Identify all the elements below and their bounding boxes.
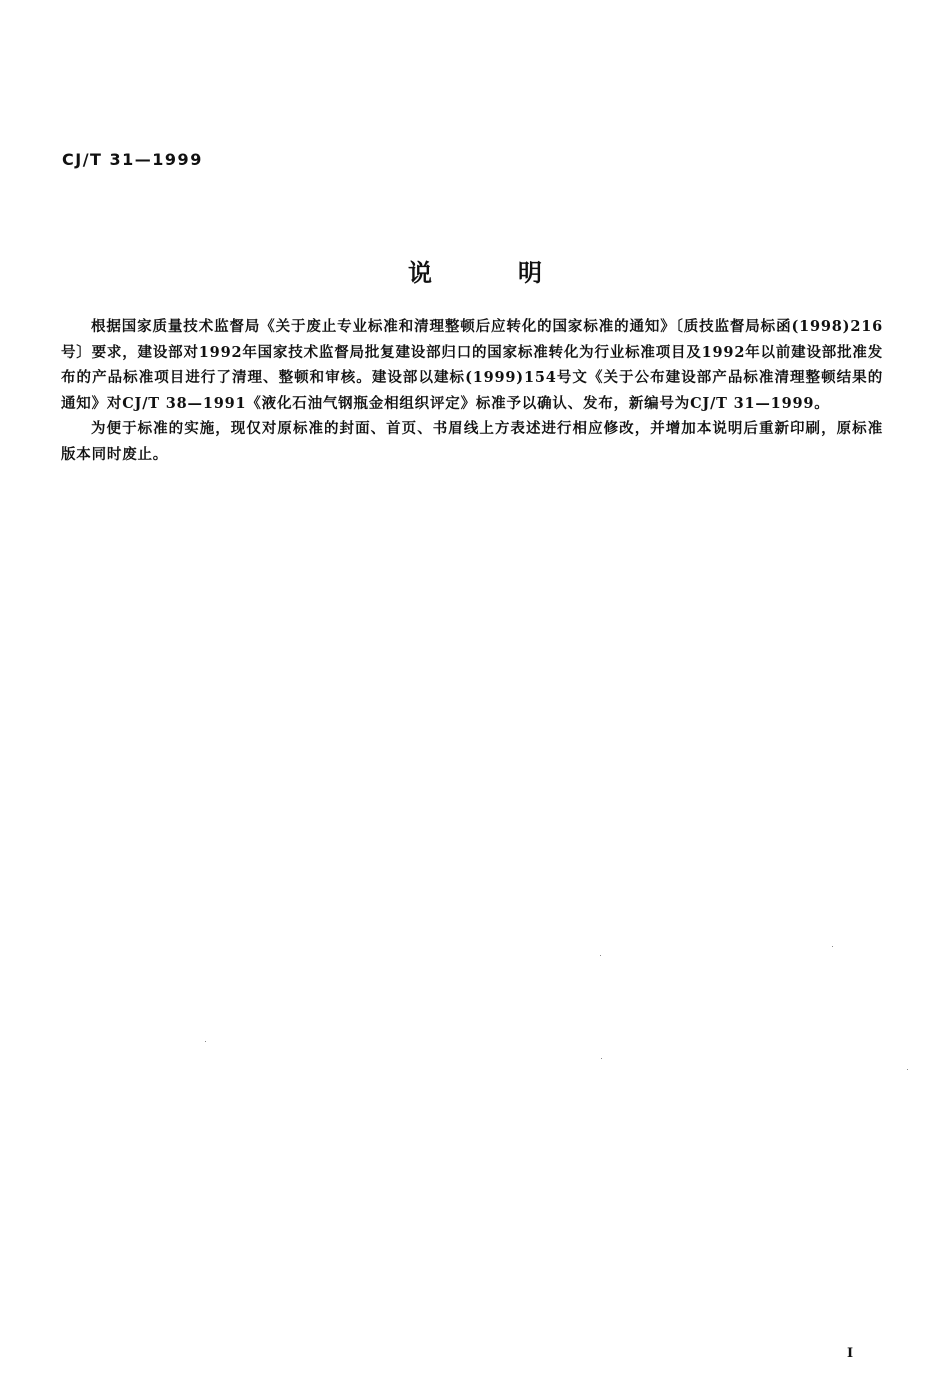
scan-speck bbox=[601, 1058, 602, 1059]
scan-speck bbox=[907, 1069, 908, 1070]
scan-speck bbox=[832, 946, 833, 947]
paragraph-1: 根据国家质量技术监督局《关于废止专业标准和清理整顿后应转化的国家标准的通知》〔质技监督局标函(1998)216号〕要求，建设部对1992年国家技术监督局批复建设部归口的国家标准转化为行业标准项目及1992年以前建设部批准发布的产品标准项目进行了清理、整顿和审核。建设部以建标(1999)154号文《关于公布建设部产品标准清理整顿结果的通知》对CJ/T 38—1991《液化石油气钢瓶金相组织评定》标准予以确认、发布，新编号为CJ/T 31—1999。 bbox=[61, 318, 883, 412]
document-title: 说明 bbox=[408, 259, 628, 287]
standard-code: CJ/T 31—1999 bbox=[62, 150, 203, 169]
paragraph-2: 为便于标准的实施，现仅对原标准的封面、首页、书眉线上方表述进行相应修改，并增加本说明后重新印刷，原标准版本同时废止。 bbox=[61, 420, 883, 463]
scan-speck bbox=[205, 1041, 206, 1042]
body-text bbox=[61, 314, 883, 467]
page-number: I bbox=[847, 1346, 854, 1361]
scan-speck bbox=[600, 955, 601, 956]
